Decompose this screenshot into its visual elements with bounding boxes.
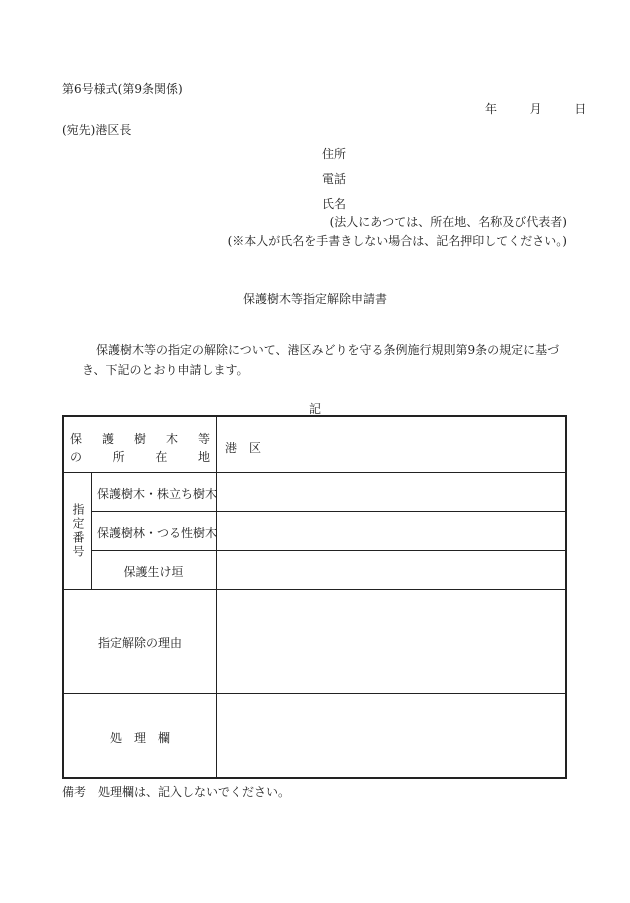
document-title: 保護樹木等指定解除申請書 bbox=[242, 292, 387, 306]
row-protected-tree: 保護樹木・株立ち樹木 bbox=[97, 487, 218, 501]
reason-label: 指定解除の理由 bbox=[97, 636, 182, 650]
phone-label: 電話 bbox=[322, 172, 347, 186]
date-month-label: 月 bbox=[529, 102, 542, 116]
form-number: 第6号様式(第9条関係) bbox=[62, 82, 183, 96]
row-divider bbox=[64, 693, 565, 694]
address-label: 住所 bbox=[322, 147, 347, 161]
row-divider bbox=[64, 472, 565, 473]
date-year-label: 年 bbox=[485, 102, 498, 116]
row-divider bbox=[64, 589, 565, 590]
row-protected-hedge: 保護生け垣 bbox=[123, 565, 184, 579]
body-text bbox=[82, 340, 582, 380]
ki-heading: 記 bbox=[308, 402, 321, 416]
designation-number-label: 指定番号 bbox=[71, 503, 85, 559]
remarks-text: 処理欄は、記入しないでください。 bbox=[98, 785, 291, 799]
location-label-line2: の 所 在 地 bbox=[70, 450, 210, 464]
location-value: 港 区 bbox=[225, 441, 262, 455]
addressee: (宛先)港区長 bbox=[62, 123, 132, 137]
signature-note: (※本人が氏名を手書きしない場合は、記名押印してください。) bbox=[227, 234, 567, 248]
name-label: 氏名 bbox=[322, 197, 347, 211]
date-day-label: 日 bbox=[574, 102, 587, 116]
application-table bbox=[62, 415, 567, 779]
body-text-content: 保護樹木等の指定の解除について、港区みどりを守る条例施行規則第9条の規定に基づき、下記のとおり申請します。 bbox=[82, 343, 560, 377]
location-label-line1: 保 護 樹 木 等 bbox=[70, 432, 210, 446]
column-divider bbox=[216, 417, 217, 777]
corporation-note: (法人にあつては、所在地、名称及び代表者) bbox=[329, 215, 567, 229]
remarks bbox=[62, 783, 290, 800]
row-divider bbox=[91, 550, 565, 551]
processing-label: 処 理 欄 bbox=[109, 731, 170, 745]
row-protected-forest: 保護樹林・つる性樹木 bbox=[97, 526, 218, 540]
row-divider bbox=[91, 511, 565, 512]
remarks-label: 備考 bbox=[62, 785, 87, 799]
date-line bbox=[485, 100, 586, 117]
